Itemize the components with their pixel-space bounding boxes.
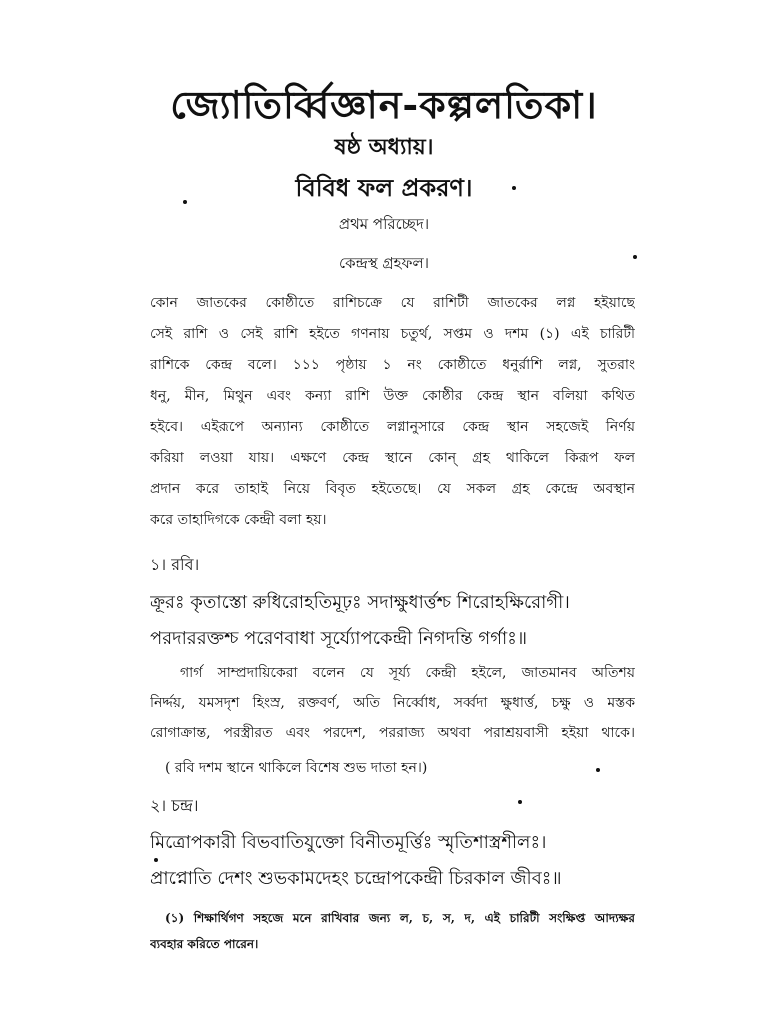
scan-speck (183, 200, 187, 204)
chandra-label: ২। চন্দ্র। (150, 796, 199, 815)
ravi-commentary (150, 658, 635, 748)
section-heading: বিবিধ ফল প্রকরণ। (295, 173, 473, 202)
subsection-heading: প্রথম পরিচ্ছেদ। (338, 215, 430, 233)
footnote (150, 905, 635, 957)
scan-speck (633, 255, 637, 259)
scan-speck (154, 858, 158, 862)
intro-line: কোন জাতকের কোষ্ঠীতে রাশিচক্রে যে রাশিটী জাতকের লগ্ন হইয়াছে (150, 295, 635, 311)
ravi-label: ১। রবি। (150, 555, 200, 574)
ravi-verse-line: পরদাররক্তশ্চ পরেণবাধা সূর্য্যোপকেন্দ্রী নিগদন্তি গর্গাঃ॥ (150, 628, 528, 649)
ravi-verse-line: ক্রূরঃ কৃতাস্তো রুধিরোহতিমূঢ়ঃ সদাক্ষুধার্ত্তশ্চ শিরোহক্ষিরোগী। (150, 592, 570, 613)
footnote-line: (১) শিক্ষার্থিগণ সহজে মনে রাখিবার জন্য ল, চ, স, দ, এই চারিটী সংক্ষিপ্ত আদ্যক্ষর (165, 911, 635, 925)
intro-line: রাশিকে কেন্দ্র বলে। ১১১ পৃষ্ঠায় ১ নং কোষ্ঠীতে ধনুর্রাশি লগ্ন, সুতরাং (150, 357, 635, 373)
commentary-line: গার্গ সাম্প্রদায়িকেরা বলেন যে সূর্য্য কেন্দ্রী হইলে, জাতমানব অতিশয় (180, 665, 635, 681)
scan-speck (518, 800, 522, 804)
intro-line: করে তাহাদিগকে কেন্দ্রী বলা হয়। (150, 512, 327, 528)
book-title: জ্যোতির্ব্বিজ্ঞান-কল্পলতিকা। (170, 82, 598, 127)
commentary-line: নির্দ্দয়, যমসদৃশ হিংস্র, রক্তবর্ণ, অতি নির্ব্বোধ, সর্ব্বদা ক্ষুধার্ত্ত, চক্ষু ও মস্তক (150, 695, 635, 711)
intro-line: করিয়া লওয়া যায়। এক্ষণে কেন্দ্র স্থানে কোন্ গ্রহ থাকিলে কিরূপ ফল (150, 450, 635, 466)
chandra-verse-line: প্রাপ্নোতি দেশং শুভকামদেহং চন্দ্রোপকেন্দ্রী চিরকাল জীবঃ॥ (150, 868, 562, 889)
footnote-line: ব্যবহার করিতে পারেন। (150, 937, 259, 951)
commentary-line: রোগাক্রান্ত, পরস্ত্রীরত এবং পরদেশ, পররাজ্য অথবা পরাশ্রয়বাসী হইয়া থাকে। (150, 725, 635, 741)
scan-speck (596, 768, 600, 772)
chandra-verse-line: মিত্রোপকারী বিভবাতিযুক্তো বিনীতমূর্ত্তিঃ স্মৃতিশাস্ত্রশীলঃ। (150, 832, 547, 853)
intro-line: ধনু, মীন, মিথুন এবং কন্যা রাশি উক্ত কোষ্ঠীর কেন্দ্র স্থান বলিয়া কথিত (150, 388, 635, 404)
intro-line: সেই রাশি ও সেই রাশি হইতে গণনায় চতুর্থ, সপ্তম ও দশম (১) এই চারিটী (150, 326, 635, 342)
intro-line: প্রদান করে তাহাই নিয়ে বিবৃত হইতেছে। যে সকল গ্রহ কেন্দ্রে অবস্থান (150, 481, 635, 497)
scan-speck (512, 186, 516, 190)
ravi-note: ( রবি দশম স্থানে থাকিলে বিশেষ শুভ দাতা হন।) (165, 760, 428, 776)
topic-heading: কেন্দ্রস্থ গ্রহফল। (338, 254, 430, 272)
intro-line: হইবে। এইরূপে অন্যান্য কোষ্ঠীতে লগ্নানুসারে কেন্দ্র স্থান সহজেই নির্ণয় (150, 419, 635, 435)
chapter-heading: ষষ্ঠ অধ্যায়। (334, 134, 434, 160)
intro-paragraph (150, 288, 635, 536)
